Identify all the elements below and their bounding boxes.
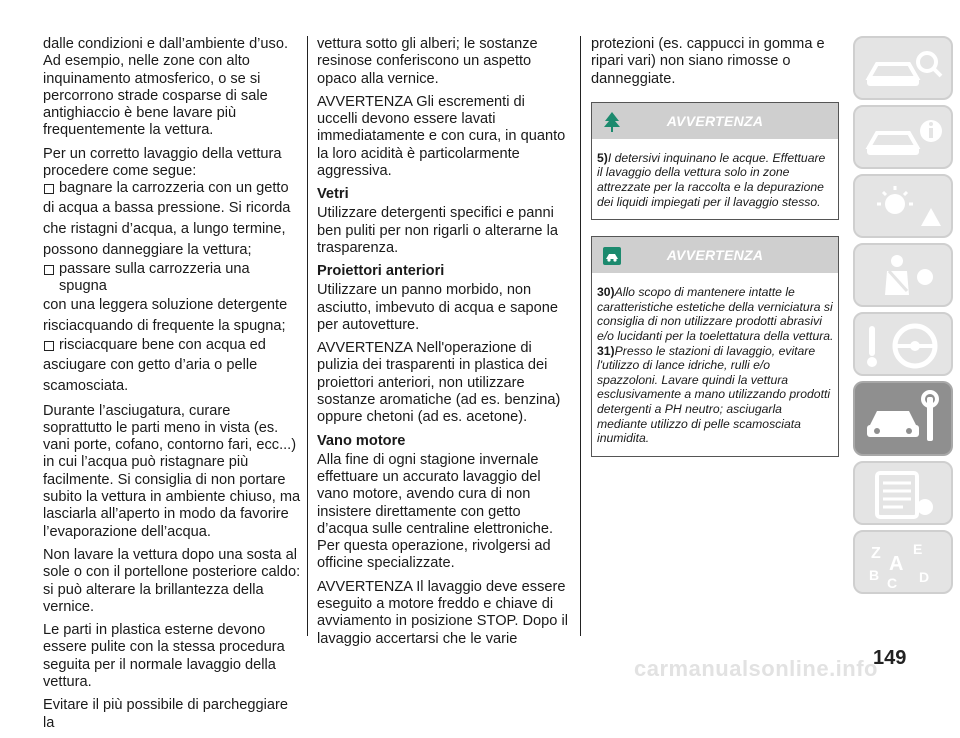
bullet-item: risciacquare bene con acqua ed [43, 337, 301, 354]
steering-key-icon [863, 320, 947, 372]
warning-title: AVVERTENZA [666, 112, 764, 129]
text-column-2 [317, 36, 569, 654]
note-number: 30) [597, 285, 615, 300]
warning-lights-icon [863, 182, 947, 234]
bullet-item: passare sulla carrozzeria una spugna [43, 261, 301, 296]
seatbelt-airbag-icon [863, 251, 947, 303]
paragraph: Le parti in plastica esterne devono essere pulite con la stessa procedura seguita per il normale lavaggio della vettura. [43, 622, 285, 691]
bullet-continuation: di acqua a bassa pressione. Si ricorda [43, 199, 291, 216]
paragraph: Utilizzare detergenti specifici e panni ben puliti per non rigarli o alterarne la trasparenza. [317, 205, 558, 256]
spec-list-icon [863, 469, 947, 521]
checkbox-bullet-icon [44, 184, 54, 194]
svg-text:A: A [889, 553, 904, 575]
svg-text:D: D [919, 569, 930, 585]
checkbox-bullet-icon [44, 341, 54, 351]
warning-text [592, 139, 838, 219]
heading-vetri: Vetri [317, 186, 349, 203]
note-text: Presso le stazioni di lavaggio, evitare l'utilizzo di lance idriche, rulli e/o spazzoloni. Lavare quindi la vettura esclusivamente a mano utilizzando prodotti detergenti a PH neutro; asciugarla mediante utilizzo di pelle scamosciata inumidita. [597, 343, 831, 446]
paragraph: Non lavare la vettura dopo una sosta al sole o con il portellone posteriore caldo: si può alterare la brillantezza della vernice. [43, 546, 301, 615]
paragraph: Utilizzare un panno morbido, non asciutto, imbevuto di acqua e sapone per autovetture. [317, 282, 558, 333]
column-divider [307, 36, 308, 636]
note-text: Allo scopo di mantenere intatte le caratteristiche estetiche della verniciatura si consiglia di non utilizzare prodotti abrasivi e/o lucidanti per la toelettatura della vettura. [597, 285, 834, 344]
page-number: 149 [873, 647, 907, 669]
paragraph: Evitare il più possibile di parcheggiare la [43, 697, 288, 731]
paragraph: AVVERTENZA Il lavaggio deve essere eseguito a motore freddo e chiave di avviamento in posizione STOP. Dopo il lavaggio accertarsi che le varie [317, 578, 568, 647]
text-column-3 [591, 36, 839, 473]
tab-safety[interactable] [853, 174, 953, 238]
paragraph: vettura sotto gli alberi; le sostanze resinose conferiscono un aspetto opaco alla vernice. [317, 36, 538, 87]
chapter-tabs [853, 36, 957, 599]
tab-technical-data[interactable] [853, 461, 953, 525]
svg-text:C: C [887, 575, 898, 590]
note-text: I detersivi inquinano le acque. Effettuare il lavaggio della vettura solo in zone attrezzate per la raccolta e la depurazione dei liquidi impiegati per il lavaggio stesso. [597, 150, 826, 209]
tab-car-knowledge[interactable] [853, 36, 953, 100]
paragraph: AVVERTENZA Gli escrementi di uccelli devono essere lavati immediatamente e con cura, in quanto la loro acidità è particolarmente aggressiva. [317, 93, 566, 180]
car-magnifier-icon [863, 44, 947, 96]
bullet-continuation: asciugare con getto d’aria o pelle [43, 356, 258, 373]
warning-header [592, 237, 838, 273]
tab-seatbelts[interactable] [853, 243, 953, 307]
tab-dashboard[interactable] [853, 105, 953, 169]
tab-maintenance[interactable] [853, 381, 953, 456]
warning-box-1 [591, 102, 839, 220]
bullet-continuation: risciacquando di frequente la spugna; [43, 318, 286, 335]
warning-text [592, 273, 838, 456]
car-info-icon [863, 113, 947, 165]
bullet-item: bagnare la carrozzeria con un getto [43, 180, 301, 197]
warning-box-2 [591, 236, 839, 457]
checkbox-bullet-icon [44, 265, 54, 275]
tab-index[interactable] [853, 530, 953, 594]
bullet-continuation: possono danneggiare la vettura; [43, 241, 252, 258]
text-column-1 [43, 36, 301, 738]
warning-title: AVVERTENZA [666, 247, 764, 264]
heading-vano-motore: Vano motore [317, 432, 406, 449]
heading-proiettori: Proiettori anteriori [317, 263, 445, 280]
note-number: 31) [597, 343, 615, 358]
paragraph: dalle condizioni e dall’ambiente d’uso. Ad esempio, nelle zone con alto inquinamento atmosferico, o se si percorrono strade cosparse di sale antighiaccio è bene lavare più frequentemente la vettura. [43, 36, 289, 139]
tab-starting-driving[interactable] [853, 312, 953, 376]
column-divider [580, 36, 581, 636]
warning-header [592, 103, 838, 139]
paragraph: Alla fine di ogni stagione invernale effettuare un accurato lavaggio del vano motore, avendo cura di non insistere direttamente con getto d’acqua sulle centraline elettroniche. Per questa operazione, rivolgersi ad officine specializzate. [317, 451, 554, 572]
car-wrench-icon [863, 389, 947, 451]
bullet-continuation: scamosciata. [43, 377, 129, 394]
paragraph: AVVERTENZA Nell'operazione di pulizia dei trasparenti in plastica dei proiettori anteriori, non utilizzare sostanze aromatiche (ad es. benzina) oppure chetoni (ad es. acetone). [317, 340, 561, 426]
watermark: carmanualsonline.info [634, 656, 878, 681]
paragraph: Durante l’asciugatura, curare soprattutto le parti meno in vista (es. vani porte, cofano, contorno fari, ecc...) in cui l’acqua può ristagnare più facilmente. Si consiglia di non portare subito la vettura in ambiente chiuso, ma lasciarla all’aperto in modo da favorire l’evaporazione dell’acqua. [43, 402, 301, 540]
bullet-continuation: che ristagni d’acqua, a lungo termine, [43, 220, 286, 237]
paragraph: protezioni (es. cappucci in gomma e ripari vari) non siano rimosse o danneggiate. [591, 36, 825, 87]
alphabet-index-icon [863, 538, 947, 590]
svg-text:B: B [869, 567, 880, 583]
paragraph: Per un corretto lavaggio della vettura procedere come segue: [43, 145, 282, 180]
svg-text:Z: Z [871, 545, 881, 562]
svg-text:E: E [913, 541, 923, 557]
bullet-continuation: con una leggera soluzione detergente [43, 297, 288, 314]
note-number: 5) [597, 150, 608, 165]
